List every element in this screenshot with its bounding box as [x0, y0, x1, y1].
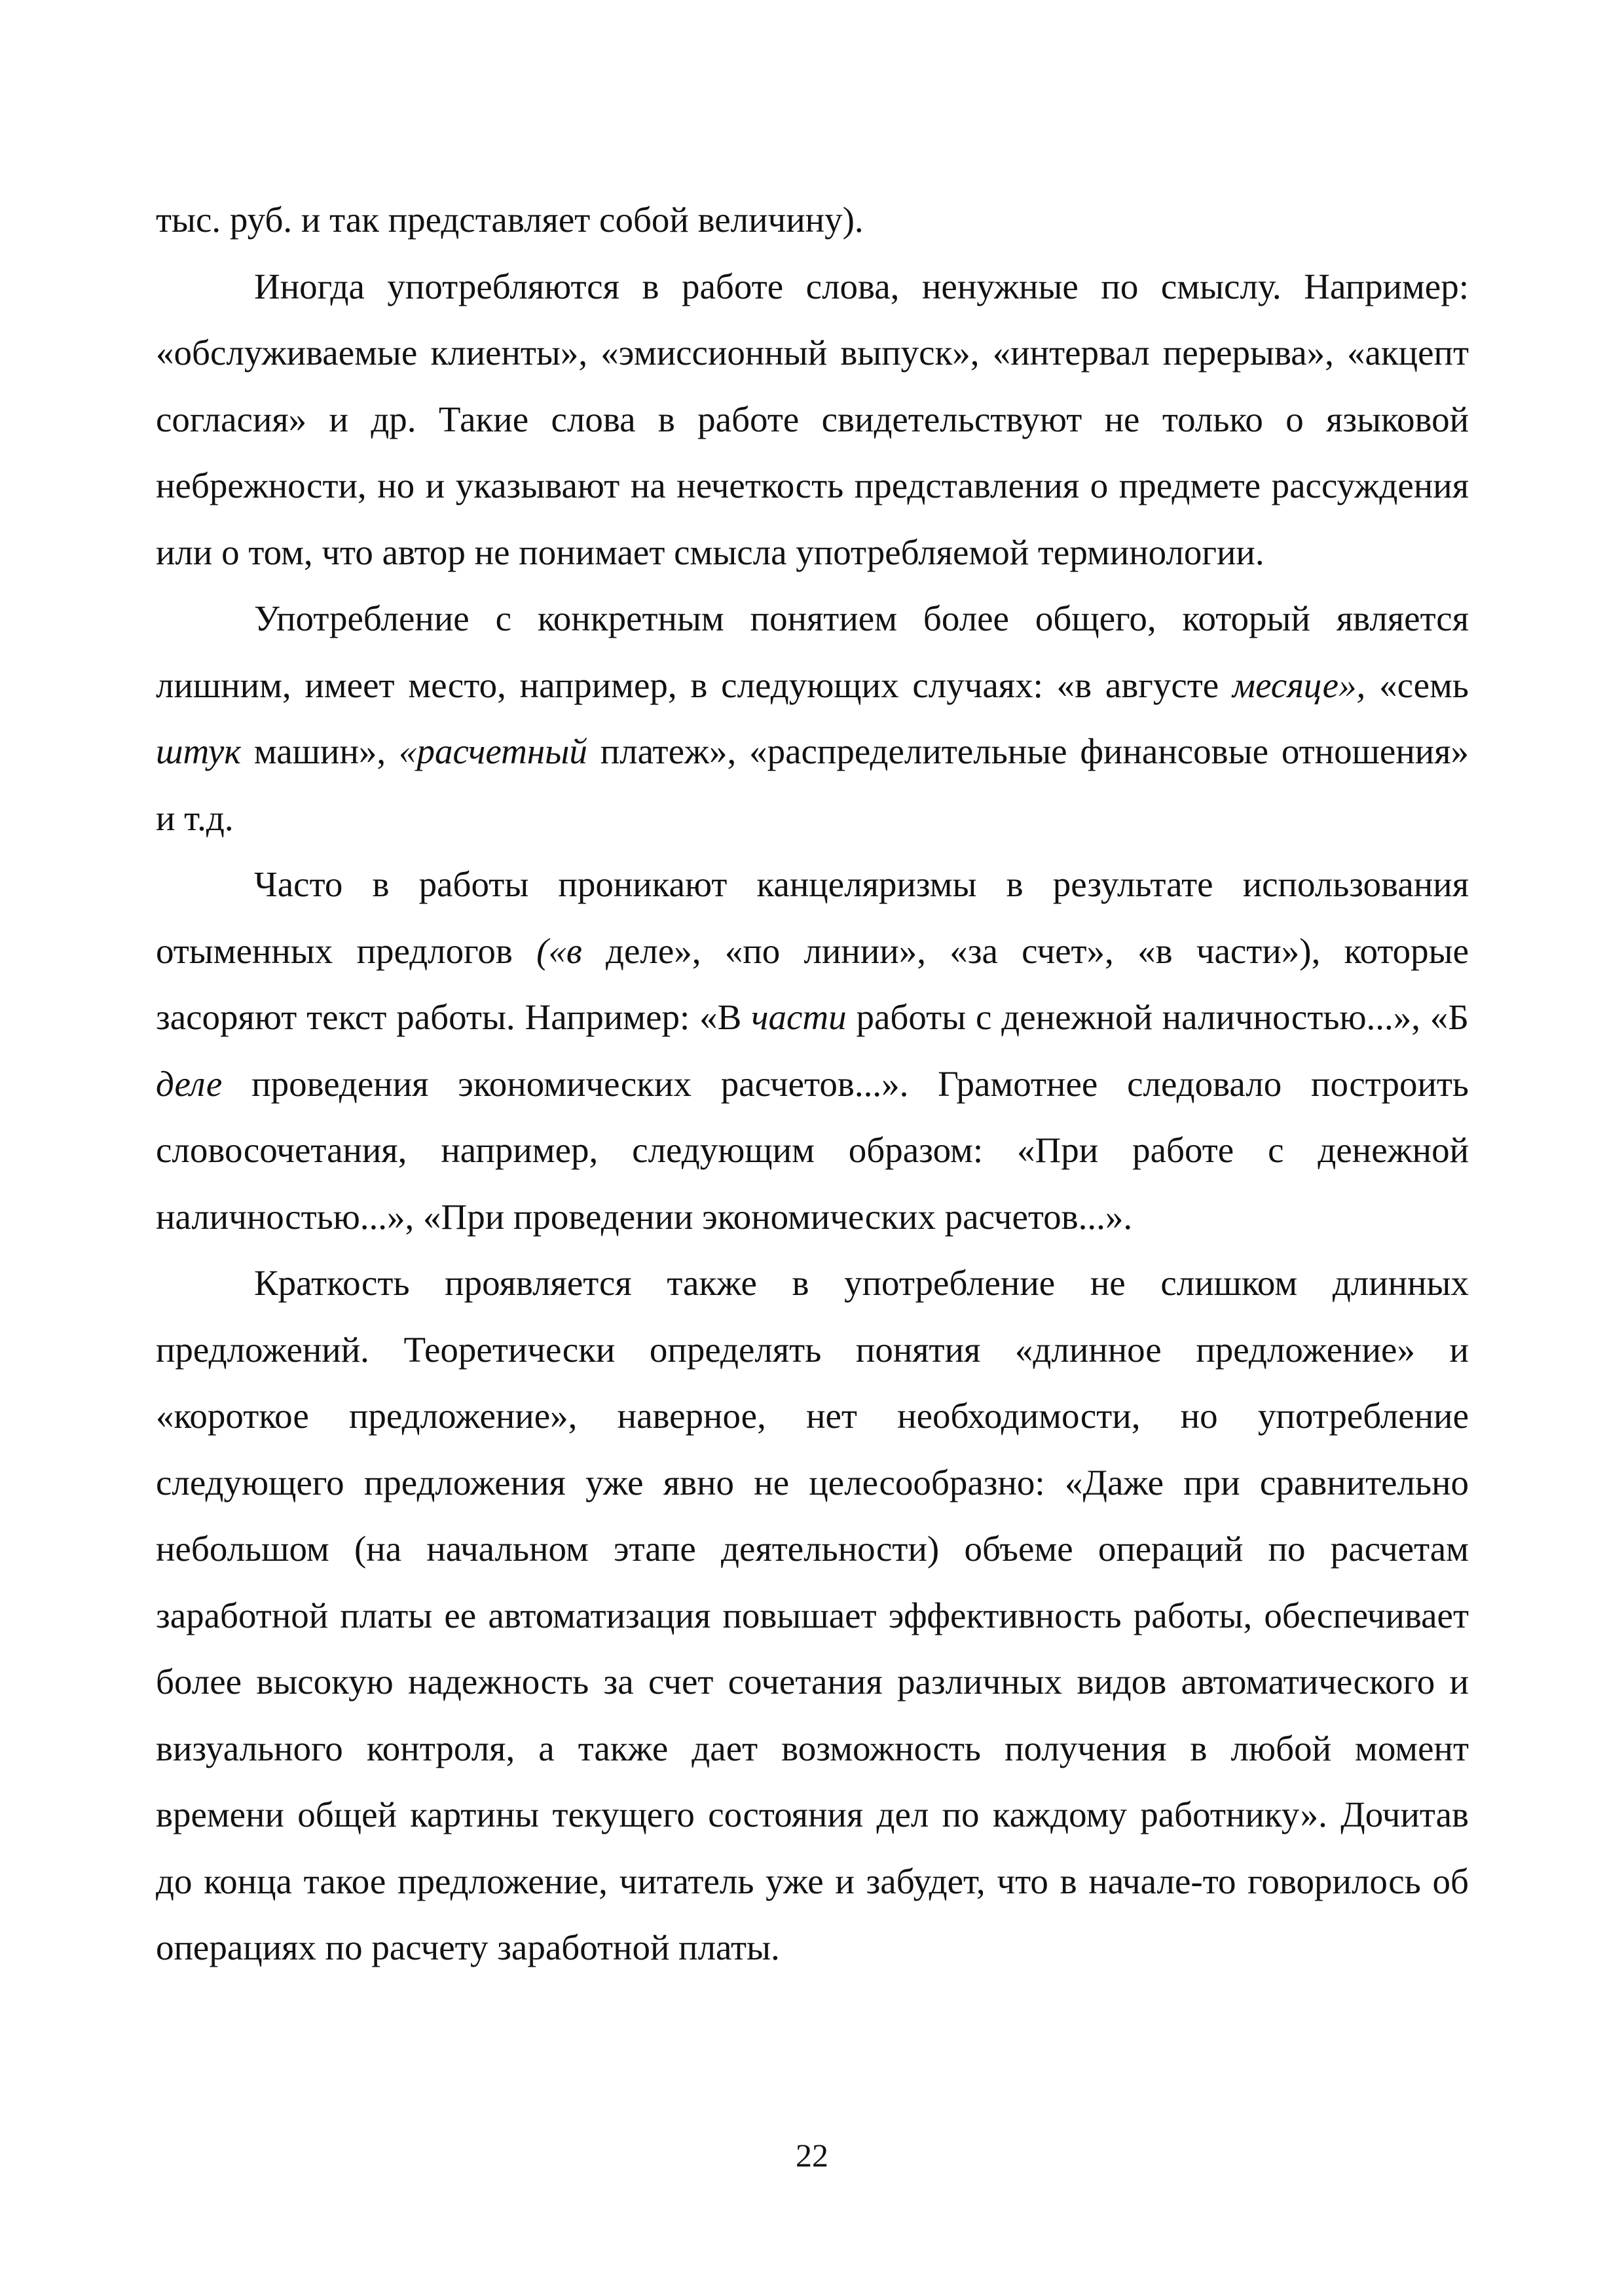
paragraph-text: работы с денежной наличностью...», «Б	[846, 997, 1469, 1037]
paragraph-text: деле», «по линии», «за счет», «в части»), которые засоряют текст работы. Например: «В	[156, 930, 1469, 1037]
paragraph	[156, 253, 1469, 586]
paragraph	[156, 851, 1469, 1250]
paragraph-text: Краткость проявляется также в употребление не слишком длинных предложений. Теоретически определять понятия «длинное предложение» и «короткое предложение», наверное, нет необходимости, но употребление следующего предложения уже явно не целесообразно: «Даже при сравнительно небольшом (на начальном этапе деятельности) объеме операций по расчетам заработной платы ее автоматизация повышает эффективность работы, обеспечивает более высокую надежность за счет сочетания различных видов автоматического и визуального контроля, а также дает возможность получения в любой момент времени общей картины текущего состояния дел по каждому работнику». Дочитав до конца такое предложение, читатель уже и забудет, что в начале-то говорилось об операциях по расчету заработной платы.	[156, 1263, 1469, 1967]
italic-text: части	[751, 997, 847, 1037]
paragraph-text: Употребление с конкретным понятием более общего, который является лишним, имеет место, например, в следующих случаях: «в августе	[156, 598, 1469, 705]
paragraph-text: Иногда употребляются в работе слова, ненужные по смыслу. Например: «обслуживаемые клиенты», «эмиссионный выпуск», «интервал перерыва», «акцепт согласия» и др. Такие слова в работе свидетельствуют не только о языковой небрежности, но и указывают на нечеткость представления о предмете рассуждения или о том, что автор не понимает смысла употребляемой терминологии.	[156, 266, 1469, 572]
paragraph-text: «семь	[1365, 665, 1469, 705]
paragraph-text: машин»,	[241, 731, 399, 771]
italic-text: «расчетный	[398, 731, 587, 771]
italic-text: («в	[536, 930, 582, 971]
paragraph-text: платеж», «распределительные финансовые отношения» и т.д.	[156, 731, 1469, 838]
paragraph	[156, 1250, 1469, 1981]
italic-text: деле	[156, 1063, 223, 1104]
italic-text: штук	[156, 731, 242, 771]
paragraph	[156, 187, 1469, 253]
document-body	[156, 187, 1469, 1981]
paragraph-text: тыс. руб. и так представляет собой величину).	[156, 200, 864, 240]
italic-text: месяце»,	[1232, 665, 1366, 705]
paragraph-text: Часто в работы проникают канцеляризмы в результате использования отыменных предлогов	[156, 864, 1469, 971]
page-number: 22	[796, 2137, 828, 2174]
paragraph-text: проведения экономических расчетов...». Грамотнее следовало построить словосочетания, например, следующим образом: «При работе с денежной наличностью...», «При проведении экономических расчетов...».	[156, 1063, 1469, 1237]
paragraph	[156, 585, 1469, 851]
